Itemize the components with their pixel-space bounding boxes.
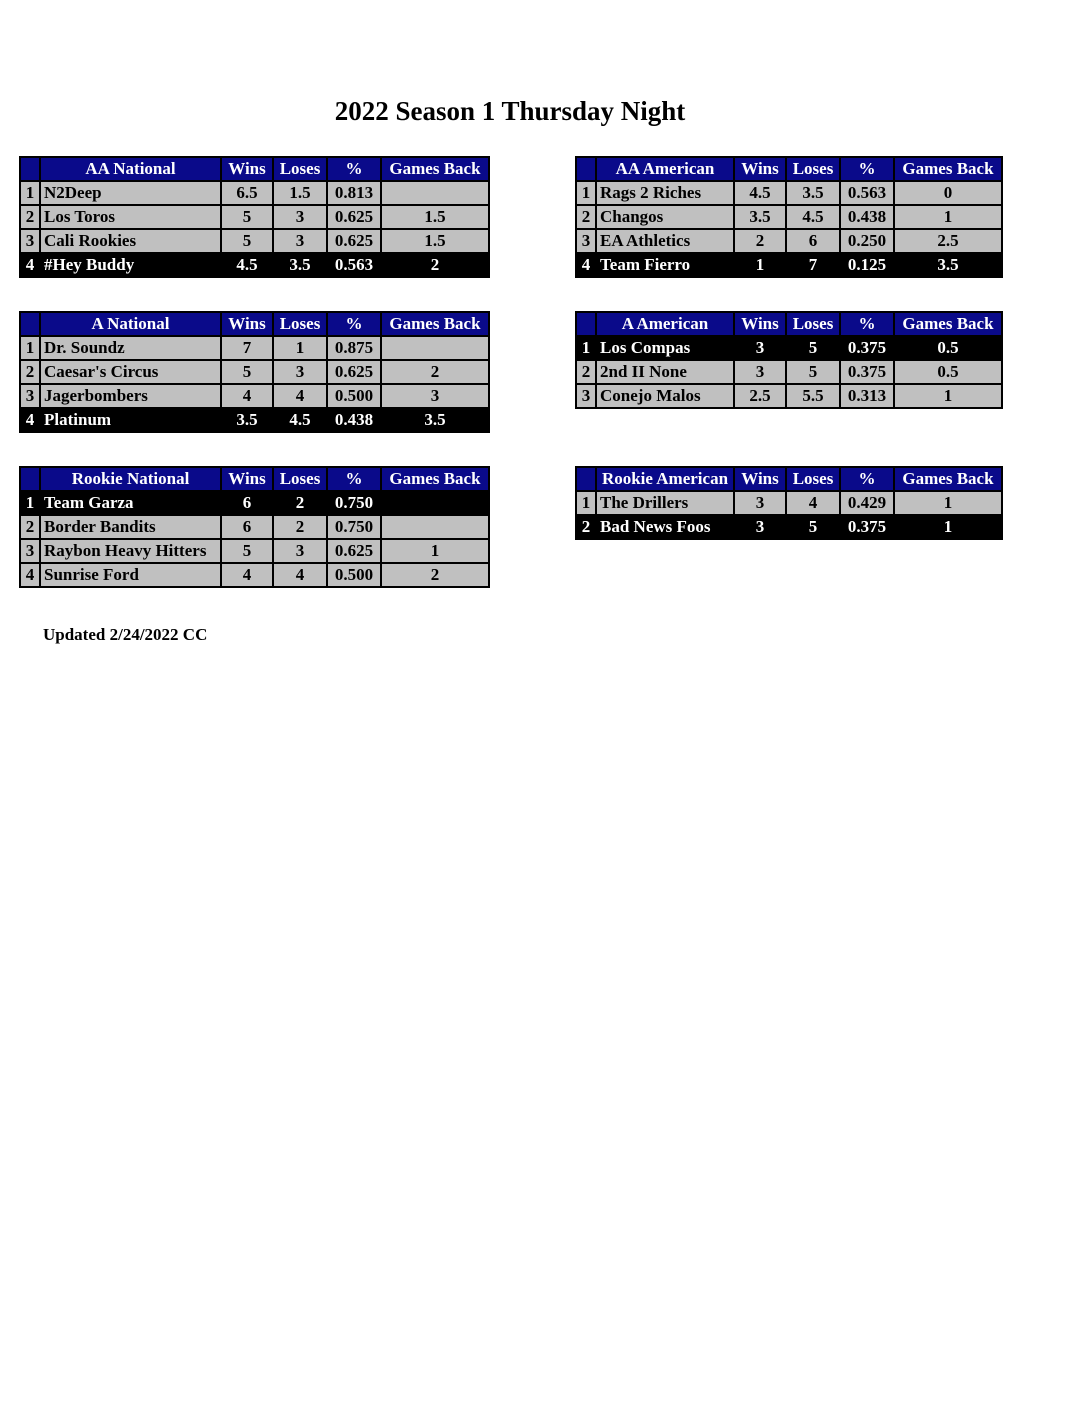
column-header-games-back: Games Back [381,157,489,181]
column-header-pct: % [840,467,894,491]
table-header-row [576,467,1002,491]
header-rank-blank [20,312,40,336]
division-name: A National [40,312,221,336]
header-rank-blank [20,467,40,491]
pct-cell: 0.313 [840,384,894,408]
wins-cell: 5 [221,360,273,384]
team-name-cell: 2nd II None [596,360,734,384]
column-header-loses: Loses [273,467,327,491]
games-back-cell: 0.5 [894,360,1002,384]
table-row [20,181,489,205]
games-back-cell [381,515,489,539]
team-name-cell: Bad News Foos [596,515,734,539]
loses-cell: 4.5 [273,408,327,432]
wins-cell: 6 [221,515,273,539]
column-header-wins: Wins [734,467,786,491]
column-header-wins: Wins [734,312,786,336]
loses-cell: 4 [786,491,840,515]
pct-cell: 0.813 [327,181,381,205]
team-name-cell: Changos [596,205,734,229]
table-row [20,253,489,277]
table-row [20,205,489,229]
wins-cell: 4 [221,384,273,408]
table-row [576,515,1002,539]
rank-cell: 1 [576,491,596,515]
rank-cell: 1 [576,336,596,360]
rank-cell: 2 [576,205,596,229]
pct-cell: 0.375 [840,515,894,539]
standings-table-a-national [19,311,490,433]
games-back-cell: 0.5 [894,336,1002,360]
pct-cell: 0.438 [327,408,381,432]
team-name-cell: EA Athletics [596,229,734,253]
games-back-cell: 2.5 [894,229,1002,253]
games-back-cell: 0 [894,181,1002,205]
table-header-row [20,157,489,181]
column-header-games-back: Games Back [894,312,1002,336]
column-header-wins: Wins [221,312,273,336]
team-name-cell: Conejo Malos [596,384,734,408]
standings-table-a-american [575,311,1003,409]
pct-cell: 0.438 [840,205,894,229]
column-header-games-back: Games Back [894,467,1002,491]
rank-cell: 4 [20,253,40,277]
table-row [20,563,489,587]
games-back-cell: 1 [894,205,1002,229]
loses-cell: 3.5 [786,181,840,205]
rank-cell: 3 [20,539,40,563]
column-header-wins: Wins [221,467,273,491]
team-name-cell: Los Compas [596,336,734,360]
wins-cell: 5 [221,229,273,253]
column-header-games-back: Games Back [381,312,489,336]
team-name-cell: Los Toros [40,205,221,229]
header-rank-blank [576,157,596,181]
column-header-wins: Wins [734,157,786,181]
header-rank-blank [20,157,40,181]
loses-cell: 4 [273,563,327,587]
wins-cell: 2.5 [734,384,786,408]
standings-table-rookie-national [19,466,490,588]
table-header-row [20,312,489,336]
wins-cell: 5 [221,539,273,563]
games-back-cell: 1 [894,384,1002,408]
column-header-pct: % [327,312,381,336]
games-back-cell: 1.5 [381,205,489,229]
loses-cell: 5.5 [786,384,840,408]
pct-cell: 0.375 [840,360,894,384]
table-row [20,539,489,563]
header-rank-blank [576,312,596,336]
wins-cell: 1 [734,253,786,277]
column-header-pct: % [327,157,381,181]
rank-cell: 3 [20,229,40,253]
division-name: A American [596,312,734,336]
games-back-cell: 3 [381,384,489,408]
wins-cell: 6 [221,491,273,515]
rank-cell: 3 [576,384,596,408]
table-header-row [576,312,1002,336]
column-header-games-back: Games Back [381,467,489,491]
games-back-cell [381,336,489,360]
standings-table-aa-american [575,156,1003,278]
wins-cell: 6.5 [221,181,273,205]
table-row [20,360,489,384]
team-name-cell: The Drillers [596,491,734,515]
team-name-cell: Sunrise Ford [40,563,221,587]
rank-cell: 4 [576,253,596,277]
updated-note: Updated 2/24/2022 CC [43,625,208,644]
column-header-loses: Loses [273,312,327,336]
pct-cell: 0.500 [327,563,381,587]
column-header-pct: % [327,467,381,491]
pct-cell: 0.625 [327,229,381,253]
team-name-cell: Team Garza [40,491,221,515]
team-name-cell: Raybon Heavy Hitters [40,539,221,563]
rank-cell: 2 [576,515,596,539]
standings-table-rookie-american [575,466,1003,540]
rank-cell: 4 [20,563,40,587]
table-row [20,408,489,432]
division-name: AA National [40,157,221,181]
loses-cell: 6 [786,229,840,253]
table-row [576,336,1002,360]
loses-cell: 3.5 [273,253,327,277]
pct-cell: 0.125 [840,253,894,277]
wins-cell: 7 [221,336,273,360]
rank-cell: 1 [20,491,40,515]
team-name-cell: Team Fierro [596,253,734,277]
loses-cell: 2 [273,491,327,515]
rank-cell: 1 [20,181,40,205]
team-name-cell: N2Deep [40,181,221,205]
header-rank-blank [576,467,596,491]
pct-cell: 0.875 [327,336,381,360]
wins-cell: 3 [734,360,786,384]
loses-cell: 7 [786,253,840,277]
team-name-cell: Platinum [40,408,221,432]
wins-cell: 2 [734,229,786,253]
table-row [20,515,489,539]
games-back-cell: 2 [381,360,489,384]
division-name: AA American [596,157,734,181]
loses-cell: 1 [273,336,327,360]
pct-cell: 0.250 [840,229,894,253]
rank-cell: 2 [20,515,40,539]
table-row [576,229,1002,253]
loses-cell: 1.5 [273,181,327,205]
loses-cell: 4 [273,384,327,408]
games-back-cell: 1 [381,539,489,563]
team-name-cell: Caesar's Circus [40,360,221,384]
games-back-cell [381,491,489,515]
games-back-cell: 1.5 [381,229,489,253]
games-back-cell: 2 [381,253,489,277]
table-row [20,336,489,360]
wins-cell: 5 [221,205,273,229]
team-name-cell: Rags 2 Riches [596,181,734,205]
loses-cell: 4.5 [786,205,840,229]
column-header-pct: % [840,312,894,336]
pct-cell: 0.375 [840,336,894,360]
team-name-cell: Cali Rookies [40,229,221,253]
loses-cell: 3 [273,360,327,384]
loses-cell: 5 [786,336,840,360]
pct-cell: 0.625 [327,205,381,229]
table-header-row [20,467,489,491]
pct-cell: 0.500 [327,384,381,408]
loses-cell: 2 [273,515,327,539]
rank-cell: 1 [576,181,596,205]
pct-cell: 0.625 [327,539,381,563]
table-row [20,491,489,515]
rank-cell: 1 [20,336,40,360]
pct-cell: 0.429 [840,491,894,515]
games-back-cell: 3.5 [381,408,489,432]
table-header-row [576,157,1002,181]
rank-cell: 3 [576,229,596,253]
wins-cell: 3.5 [221,408,273,432]
games-back-cell: 2 [381,563,489,587]
games-back-cell: 1 [894,491,1002,515]
games-back-cell: 1 [894,515,1002,539]
team-name-cell: Border Bandits [40,515,221,539]
table-row [20,384,489,408]
column-header-loses: Loses [786,312,840,336]
loses-cell: 3 [273,229,327,253]
wins-cell: 3 [734,336,786,360]
column-header-pct: % [840,157,894,181]
team-name-cell: Dr. Soundz [40,336,221,360]
loses-cell: 5 [786,360,840,384]
column-header-loses: Loses [786,157,840,181]
table-row [576,205,1002,229]
team-name-cell: Jagerbombers [40,384,221,408]
loses-cell: 5 [786,515,840,539]
rank-cell: 4 [20,408,40,432]
standings-table-aa-national [19,156,490,278]
table-row [576,181,1002,205]
pct-cell: 0.750 [327,515,381,539]
division-name: Rookie American [596,467,734,491]
wins-cell: 3 [734,491,786,515]
table-row [20,229,489,253]
wins-cell: 3.5 [734,205,786,229]
games-back-cell: 3.5 [894,253,1002,277]
pct-cell: 0.750 [327,491,381,515]
pct-cell: 0.563 [840,181,894,205]
wins-cell: 4 [221,563,273,587]
loses-cell: 3 [273,205,327,229]
pct-cell: 0.563 [327,253,381,277]
table-row [576,253,1002,277]
column-header-loses: Loses [786,467,840,491]
loses-cell: 3 [273,539,327,563]
rank-cell: 2 [20,360,40,384]
games-back-cell [381,181,489,205]
table-row [576,491,1002,515]
rank-cell: 2 [576,360,596,384]
pct-cell: 0.625 [327,360,381,384]
page-title: 2022 Season 1 Thursday Night [334,96,686,126]
column-header-wins: Wins [221,157,273,181]
rank-cell: 3 [20,384,40,408]
rank-cell: 2 [20,205,40,229]
column-header-loses: Loses [273,157,327,181]
column-header-games-back: Games Back [894,157,1002,181]
team-name-cell: #Hey Buddy [40,253,221,277]
table-row [576,360,1002,384]
wins-cell: 3 [734,515,786,539]
wins-cell: 4.5 [734,181,786,205]
table-row [576,384,1002,408]
division-name: Rookie National [40,467,221,491]
wins-cell: 4.5 [221,253,273,277]
